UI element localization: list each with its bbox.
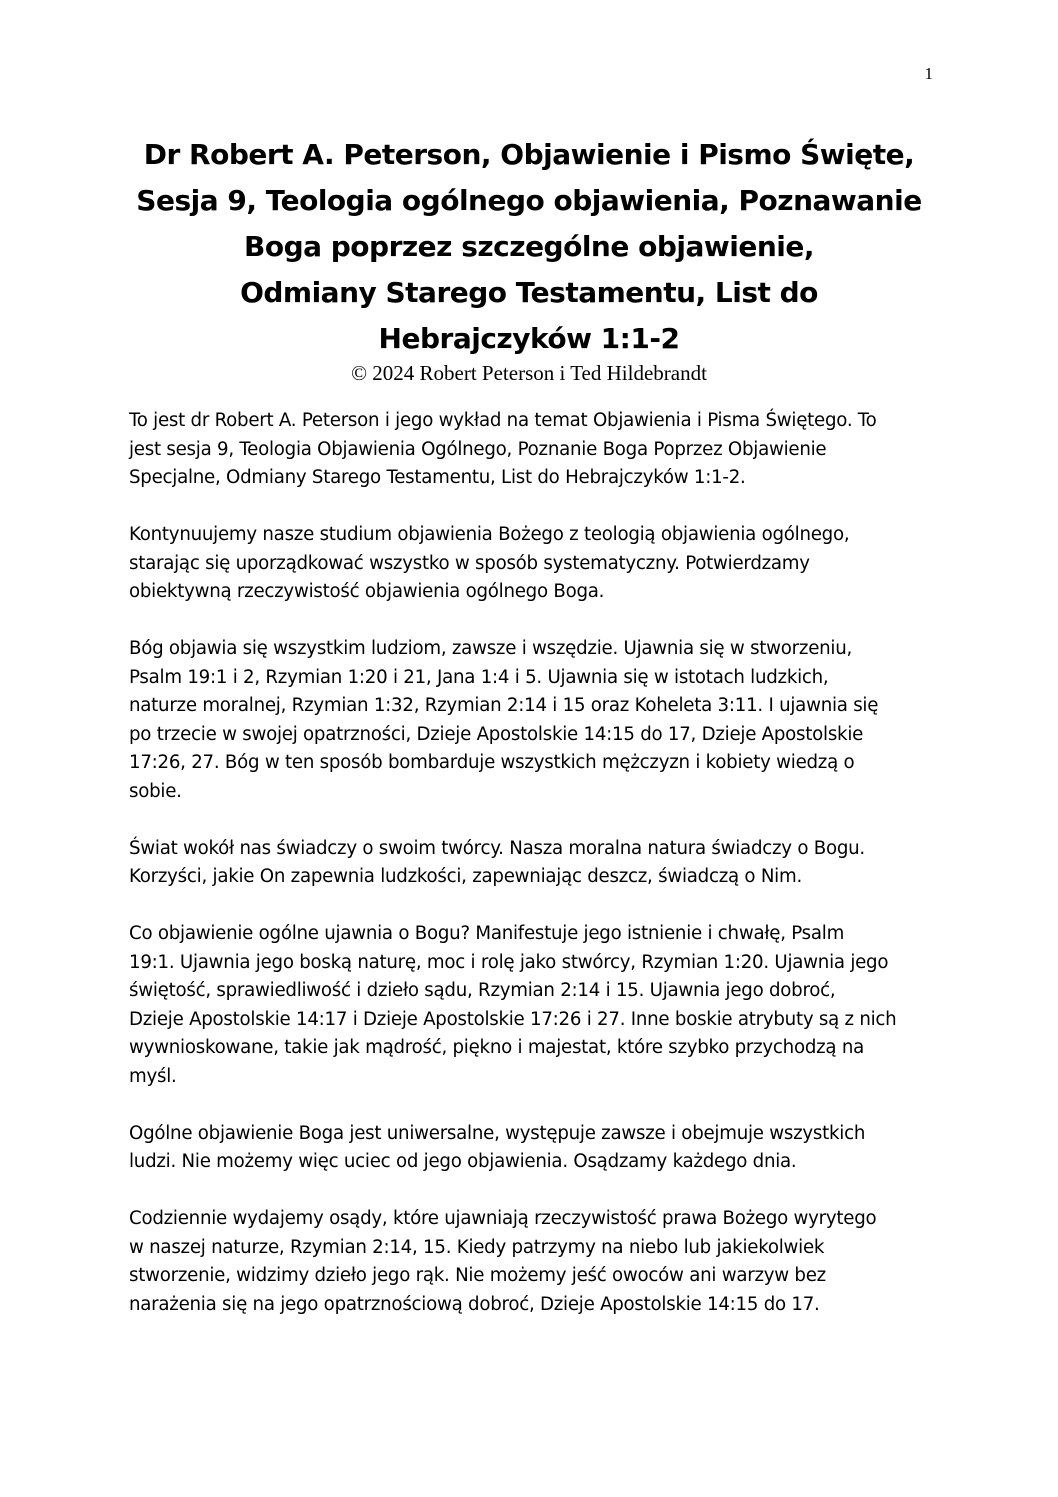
text-line: Codziennie wydajemy osądy, które ujawniają rzeczywistość prawa Bożego wyrytego <box>129 1208 877 1229</box>
text-line: Psalm 19:1 i 2, Rzymian 1:20 i 21, Jana 1:4 i 5. Ujawnia się w istotach ludzkich, <box>129 666 829 688</box>
title-line: Odmiany Starego Testamentu, List do <box>240 276 818 309</box>
text-line: jest sesja 9, Teologia Objawienia Ogólnego, Poznanie Boga Poprzez Objawienie <box>129 438 827 460</box>
text-line: Co objawienie ogólne ujawnia o Bogu? Manifestuje jego istnienie i chwałę, Psalm <box>129 923 845 944</box>
text-line: Dzieje Apostolskie 14:17 i Dzieje Apostolskie 17:26 i 27. Inne boskie atrybuty są z nich <box>129 1008 897 1030</box>
copyright-notice: © 2024 Robert Peterson i Ted Hildebrandt <box>351 361 707 385</box>
paragraph <box>129 635 949 806</box>
title-line: Boga poprzez szczególne objawienie, <box>243 230 814 263</box>
document-body <box>129 407 949 1348</box>
text-line: świętość, sprawiedliwość i dzieło sądu, Rzymian 2:14 i 15. Ujawnia jego dobroć, <box>129 980 836 1001</box>
text-line: Ogólne objawienie Boga jest uniwersalne, występuje zawsze i obejmuje wszystkich <box>129 1122 866 1144</box>
text-line: ludzi. Nie możemy więc uciec od jego objawienia. Osądzamy każdego dnia. <box>129 1151 797 1172</box>
text-line: wywnioskowane, takie jak mądrość, piękno i majestat, które szybko przychodzą na <box>129 1037 865 1058</box>
text-line: 17:26, 27. Bóg w ten sposób bombarduje wszystkich mężczyzn i kobiety wiedzą o <box>129 752 855 773</box>
paragraph <box>129 920 949 1091</box>
paragraph <box>129 1205 949 1319</box>
text-line: obiektywną rzeczywistość objawienia ogólnego Boga. <box>129 581 605 602</box>
text-line: po trzecie w swojej opatrzności, Dzieje Apostolskie 14:15 do 17, Dzieje Apostolskie <box>129 723 864 745</box>
paragraph <box>129 407 949 493</box>
text-line: myśl. <box>129 1065 177 1087</box>
text-line: sobie. <box>129 780 182 802</box>
paragraph <box>129 521 949 607</box>
paragraph <box>129 1120 949 1177</box>
title-line: Sesja 9, Teologia ogólnego objawienia, Poznawanie <box>136 184 922 217</box>
paragraph <box>129 835 949 892</box>
text-line: starając się uporządkować wszystko w sposób systematyczny. Potwierdzamy <box>129 552 810 574</box>
text-line: To jest dr Robert A. Peterson i jego wykład na temat Objawienia i Pisma Świętego. To <box>129 410 877 431</box>
text-line: 19:1. Ujawnia jego boską naturę, moc i rolę jako stwórcy, Rzymian 1:20. Ujawnia jego <box>129 951 889 973</box>
page-number: 1 <box>924 64 933 83</box>
document-header <box>100 132 958 385</box>
text-line: naturze moralnej, Rzymian 1:32, Rzymian 2:14 i 15 oraz Koheleta 3:11. I ujawnia się <box>129 695 879 716</box>
text-line: Korzyści, jakie On zapewnia ludzkości, zapewniając deszcz, świadczą o Nim. <box>129 866 802 887</box>
text-line: Bóg objawia się wszystkim ludziom, zawsze i wszędzie. Ujawnia się w stworzeniu, <box>129 638 853 659</box>
text-line: Kontynuujemy nasze studium objawienia Bożego z teologią objawienia ogólnego, <box>129 524 850 545</box>
text-line: Świat wokół nas świadczy o swoim twórcy. Nasza moralna natura świadczy o Bogu. <box>129 837 865 859</box>
title-line: Dr Robert A. Peterson, Objawienie i Pismo Święte, <box>143 138 915 171</box>
text-line: Specjalne, Odmiany Starego Testamentu, List do Hebrajczyków 1:1-2. <box>129 467 746 488</box>
text-line: narażenia się na jego opatrznościową dobroć, Dzieje Apostolskie 14:15 do 17. <box>129 1293 820 1315</box>
text-line: w naszej naturze, Rzymian 2:14, 15. Kiedy patrzymy na niebo lub jakiekolwiek <box>129 1236 825 1258</box>
text-line: stworzenie, widzimy dzieło jego rąk. Nie możemy jeść owoców ani warzyw bez <box>129 1265 826 1286</box>
title-line: Hebrajczyków 1:1-2 <box>378 322 680 355</box>
